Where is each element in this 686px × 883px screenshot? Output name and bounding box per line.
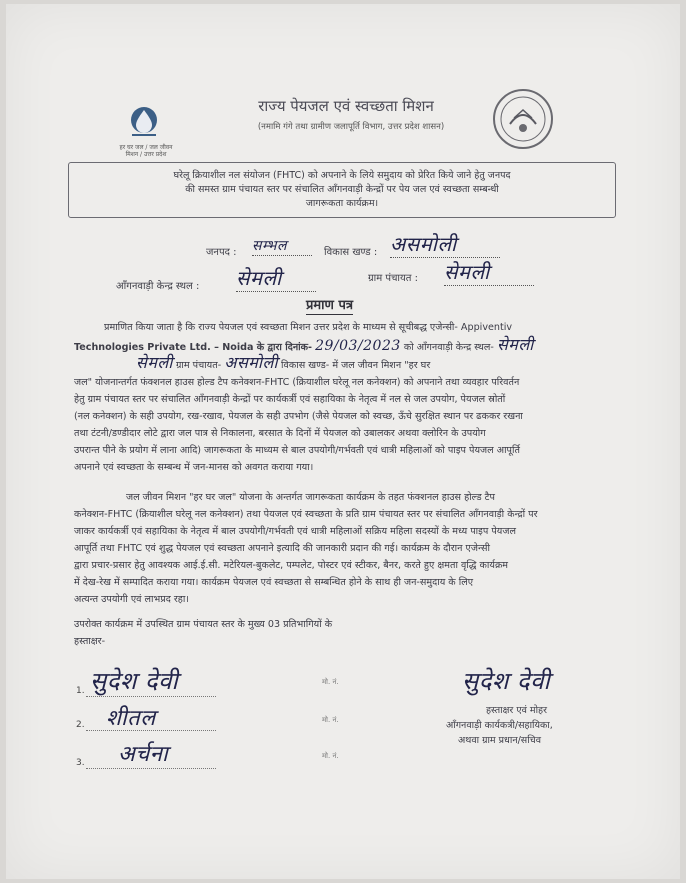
para2-line-1: जल जीवन मिशन "हर घर जल" योजना के अन्तर्गत जागरूकता कार्यक्रम के तहत फंक्शनल हाउस होल्ड टैप bbox=[126, 492, 495, 503]
anganwadi-site-value: सेमली bbox=[236, 264, 316, 292]
para2-line-2: कनेक्शन-FHTC (क्रियाशील घरेलू नल कनेक्शन) तथा पेयजल एवं स्वच्छता के प्रति ग्राम पंचायत स्तर पर संचालित आँगनवाड़ी केन्द्रों पर bbox=[74, 509, 538, 520]
vikas-khand-label: विकास खण्ड : bbox=[324, 247, 378, 258]
signatures-intro-line-2: हस्ताक्षर- bbox=[74, 636, 106, 647]
anganwadi-worker-signature: सुदेश देवी bbox=[462, 667, 551, 695]
para1-line-3-text-a: ग्राम पंचायत- bbox=[175, 360, 222, 371]
para1-line-1: प्रमाणित किया जाता है कि राज्य पेयजल एवं स्वच्छता मिशन उत्तर प्रदेश के माध्यम से सूचीबद्ध एजेन्सी- Appiventiv bbox=[104, 322, 513, 333]
para2-line-6: में देख-रेख में सम्पादित कराया गया। कार्यक्रम पेयजल एवं स्वच्छता से सम्बन्धित होने के साथ ही जन-समुदाय के लिए bbox=[74, 577, 474, 588]
program-description-box bbox=[68, 162, 616, 218]
para1-line-9: अपनाने एवं स्वच्छता के सम्बन्ध में जन-मानस को अवगत कराया गया। bbox=[74, 462, 314, 473]
up-government-emblem-icon bbox=[492, 88, 554, 150]
gp-handwritten: सेमली bbox=[136, 353, 173, 372]
signature-2-mobile-label: मो. नं. bbox=[322, 716, 339, 724]
para1-line-6: (नल कनेक्शन) के सही उपयोग, रख-रखाव, पेयजल के सही उपभोग (जैसे पेयजल को स्वच्छ, ऊँचे सुरक्षित स्थान पर ढककर रखना bbox=[74, 411, 523, 422]
anganwadi-site-label: आँगनवाड़ी केन्द्र स्थल : bbox=[116, 281, 200, 292]
signature-2-number: 2. bbox=[76, 720, 85, 730]
para1-line-4: जल" योजनान्तर्गत फंक्शनल हाउस होल्ड टैप कनेक्शन-FHTC (क्रियाशील घरेलू नल कनेक्शन) को अपनाने तथा व्यवहार परिवर्तन bbox=[74, 377, 520, 388]
program-date: 29/03/2023 bbox=[315, 338, 401, 354]
para1-line-2-text-a: Technologies Private Ltd. – Noida के द्वारा दिनांक- bbox=[74, 342, 312, 353]
mission-title: राज्य पेयजल एवं स्वच्छता मिशन bbox=[258, 97, 434, 115]
signatures-intro-line-1: उपरोक्त कार्यक्रम में उपस्थित ग्राम पंचायत स्तर के मुख्य 03 प्रतिभागियों के bbox=[74, 619, 333, 630]
para2-line-7: अत्यन्त उपयोगी एवं लाभप्रद रहा। bbox=[74, 594, 190, 605]
signature-2-line bbox=[86, 730, 216, 731]
vikas-khand-value: असमोली bbox=[390, 230, 500, 258]
para1-line-8: उपरान्त पीने के प्रयोग में लाना आदि) जागरूकता के माध्यम से बाल उपयोगी/गर्भवती एवं धात्री महिलाओं को पाइप पेयजल आपूर्ति bbox=[74, 445, 520, 456]
para1-line-2-text-b: को आँगनवाड़ी केन्द्र स्थल- bbox=[403, 342, 494, 353]
signature-2: शीतल bbox=[106, 706, 156, 731]
signature-1-number: 1. bbox=[76, 686, 85, 696]
signature-3: अर्चना bbox=[118, 742, 169, 767]
block-handwritten: असमोली bbox=[224, 353, 278, 372]
certificate-heading: प्रमाण पत्र bbox=[306, 295, 353, 315]
document-page bbox=[6, 4, 680, 879]
para1-line-3-text-c: में जल जीवन मिशन "हर घर bbox=[332, 360, 431, 371]
signature-1-line bbox=[86, 696, 216, 697]
program-line-1: घरेलू क्रियाशील नल संयोजन (FHTC) को अपनाने के लिये समुदाय को प्रेरित किये जाने हेतु जनपद bbox=[173, 170, 511, 181]
mission-subtitle: (नमामि गंगे तथा ग्रामीण जलापूर्ति विभाग, उत्तर प्रदेश शासन) bbox=[257, 122, 445, 132]
anganwadi-worker-label: आँगनवाड़ी कार्यकत्री/सहायिका, bbox=[446, 720, 553, 731]
signature-3-number: 3. bbox=[76, 758, 85, 768]
signature-1-mobile-label: मो. नं. bbox=[322, 678, 339, 686]
signature-3-mobile-label: मो. नं. bbox=[322, 752, 339, 760]
janpad-value: सम्भल bbox=[252, 236, 312, 256]
para1-line-3 bbox=[136, 354, 430, 374]
para2-line-4: आपूर्ति तथा FHTC एवं शुद्ध पेयजल एवं स्वच्छता अपनाने इत्यादि की जानकारी प्रदान की गई। कार्यक्रम के दौरान एजेन्सी bbox=[74, 543, 491, 554]
program-line-3: जागरूकता कार्यक्रम। bbox=[305, 198, 379, 209]
para2-line-3: जाकर कार्यकर्त्री एवं सहायिका के नेतृत्व में बाल उपयोगी/गर्भवती एवं धात्री महिलाओं सक्रिय महिला सदस्यों के मध्य पाइप पेयजल bbox=[74, 526, 516, 537]
gram-panchayat-label: ग्राम पंचायत : bbox=[368, 273, 419, 284]
site-handwritten: सेमली bbox=[496, 335, 534, 354]
para1-line-5: हेतु ग्राम पंचायत स्तर पर संचालित आँगनवाड़ी केन्द्रों पर कार्यकर्त्री एवं सहायिका के नेतृत्व में नल से जल उपयोग, पेयजल स्रोतों bbox=[74, 394, 506, 405]
signature-1: सुदेश देवी bbox=[90, 667, 179, 695]
program-line-2: की समस्त ग्राम पंचायत स्तर पर संचालित आँगनवाड़ी केन्द्रों पर पेय जल एवं स्वच्छता सम्बन्धी bbox=[185, 184, 499, 195]
signature-and-seal-label: हस्ताक्षर एवं मोहर bbox=[486, 705, 547, 716]
janpad-label: जनपद : bbox=[206, 247, 237, 258]
signature-3-line bbox=[86, 768, 216, 769]
para1-line-3-text-b: विकास खण्ड- bbox=[281, 360, 330, 371]
para1-line-7: तथा टंटनी/डण्डीदार लोटे द्वारा जल पात्र से निकालना, बरसात के दिनों में पेयजल को उबालकर अथवा क्लोरिन के उपयोग bbox=[74, 428, 486, 439]
gram-pradhan-label: अथवा ग्राम प्रधान/सचिव bbox=[458, 735, 541, 746]
left-logo-caption: हर घर जल / जल जीवन मिशन / उत्तर प्रदेश bbox=[119, 144, 173, 158]
gram-panchayat-value: सेमली bbox=[444, 258, 534, 286]
para2-line-5: द्वारा प्रचार-प्रसार हेतु आवश्यक आई.ई.सी. मटेरियल-बुकलेट, पम्पलेट, पोस्टर एवं स्टीकर, बैनर, करते हुए क्षमता वृद्धि कार्यक्रम bbox=[74, 560, 509, 571]
